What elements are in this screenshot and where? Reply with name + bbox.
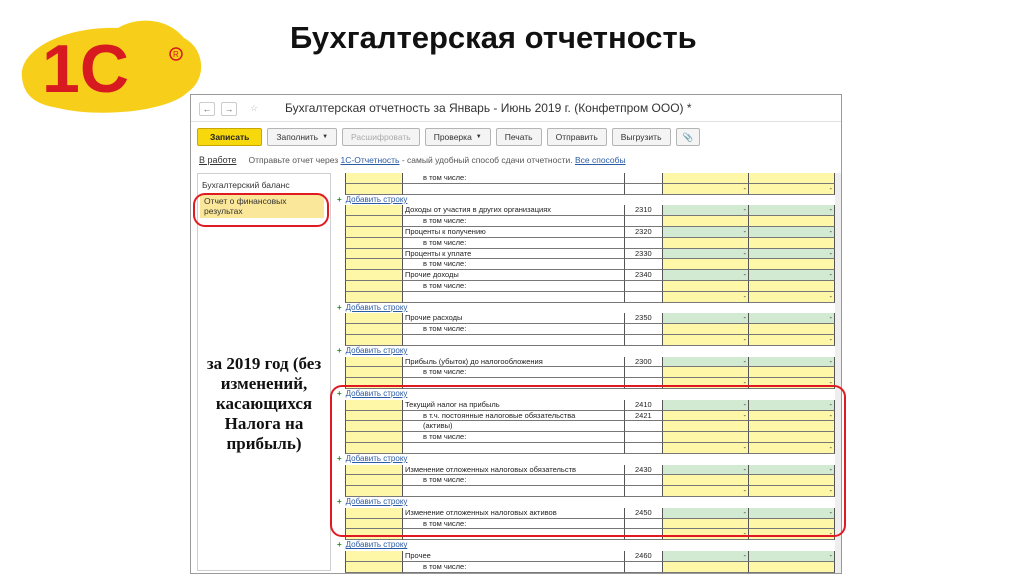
- current-period-cell[interactable]: -: [663, 486, 749, 497]
- table-row: [337, 216, 835, 227]
- indicator-name-cell: в том числе:: [403, 324, 625, 335]
- row-yellow-cell[interactable]: [345, 281, 403, 292]
- line-code-cell[interactable]: 2350: [625, 313, 663, 324]
- export-button[interactable]: Выгрузить: [612, 128, 671, 146]
- paperclip-icon: 📎: [682, 131, 694, 142]
- row-yellow-cell[interactable]: [345, 227, 403, 238]
- previous-period-cell[interactable]: -: [749, 292, 835, 303]
- current-period-cell[interactable]: [663, 324, 749, 335]
- add-row-link[interactable]: [337, 540, 407, 549]
- table-row: [337, 292, 835, 303]
- previous-period-cell[interactable]: [749, 238, 835, 249]
- previous-period-cell[interactable]: -: [749, 400, 835, 411]
- indicator-name-cell: в т.ч. постоянные налоговые обязательства: [403, 411, 625, 422]
- decode-button[interactable]: Расшифровать: [342, 128, 420, 146]
- indicator-name-cell: в том числе:: [403, 562, 625, 573]
- table-row: [337, 238, 835, 249]
- table-row: [337, 562, 835, 573]
- line-code-cell[interactable]: 2320: [625, 227, 663, 238]
- previous-period-cell[interactable]: -: [749, 465, 835, 476]
- line-code-cell[interactable]: [625, 367, 663, 378]
- indicator-name-cell: в том числе:: [403, 216, 625, 227]
- table-row: [337, 184, 835, 195]
- line-code-cell[interactable]: 2430: [625, 465, 663, 476]
- current-period-cell[interactable]: -: [663, 205, 749, 216]
- caret-down-icon: ▼: [322, 134, 329, 140]
- line-code-cell[interactable]: 2340: [625, 270, 663, 281]
- previous-period-cell[interactable]: -: [749, 357, 835, 368]
- previous-period-cell[interactable]: -: [749, 486, 835, 497]
- previous-period-cell[interactable]: -: [749, 529, 835, 540]
- current-period-cell[interactable]: -: [663, 551, 749, 562]
- window-title: Бухгалтерская отчетность за Январь - Июнь 2019 г. (Конфетпром ООО) *: [285, 101, 692, 115]
- previous-period-cell[interactable]: -: [749, 508, 835, 519]
- table-row: [337, 551, 835, 562]
- row-yellow-cell[interactable]: [345, 184, 403, 195]
- 1c-reporting-link[interactable]: 1С-Отчетность: [340, 155, 400, 165]
- row-yellow-cell[interactable]: [345, 292, 403, 303]
- fill-dropdown-button[interactable]: [267, 128, 337, 146]
- table-row: [337, 313, 835, 324]
- add-row-label: Добавить строку: [345, 302, 408, 312]
- previous-period-cell[interactable]: -: [749, 443, 835, 454]
- indicator-name-cell: Доходы от участия в других организациях: [403, 205, 625, 216]
- previous-period-cell[interactable]: -: [749, 227, 835, 238]
- table-row: [337, 324, 835, 335]
- current-period-cell[interactable]: -: [663, 443, 749, 454]
- all-ways-link[interactable]: Все способы: [574, 155, 626, 165]
- current-period-cell[interactable]: [663, 238, 749, 249]
- indicator-name-cell: Изменение отложенных налоговых обязательств: [403, 465, 625, 476]
- line-code-cell[interactable]: [625, 281, 663, 292]
- add-row-label: Добавить строку: [345, 540, 408, 550]
- indicator-name-cell: (активы): [403, 421, 625, 432]
- table-row: [337, 249, 835, 260]
- current-period-cell[interactable]: [663, 281, 749, 292]
- current-period-cell[interactable]: [663, 562, 749, 573]
- add-row-label: Добавить строку: [345, 194, 408, 204]
- line-code-cell[interactable]: 2310: [625, 205, 663, 216]
- previous-period-cell[interactable]: -: [749, 184, 835, 195]
- plus-icon: +: [337, 497, 342, 506]
- previous-period-cell[interactable]: [749, 562, 835, 573]
- previous-period-cell[interactable]: [749, 259, 835, 270]
- indicator-name-cell: Прибыль (убыток) до налогообложения: [403, 357, 625, 368]
- line-code-cell[interactable]: [625, 259, 663, 270]
- current-period-cell[interactable]: [663, 367, 749, 378]
- table-row: [337, 335, 835, 346]
- indicator-name-cell: [403, 292, 625, 303]
- row-yellow-cell[interactable]: [345, 259, 403, 270]
- forward-arrow-icon[interactable]: →: [221, 102, 237, 116]
- current-period-cell[interactable]: -: [663, 529, 749, 540]
- add-row-link[interactable]: [337, 346, 407, 355]
- add-row-label: Добавить строку: [345, 345, 408, 355]
- line-code-cell[interactable]: 2450: [625, 508, 663, 519]
- save-button[interactable]: Записать: [197, 128, 262, 146]
- table-row: [337, 281, 835, 292]
- info-message-post: - самый удобный способ сдачи отчетности.: [401, 155, 573, 165]
- add-row-link-row: [337, 195, 835, 206]
- line-code-cell[interactable]: 2330: [625, 249, 663, 260]
- indicator-name-cell: [403, 335, 625, 346]
- star-icon[interactable]: ☆: [249, 102, 259, 113]
- row-yellow-cell[interactable]: [345, 357, 403, 368]
- previous-period-cell[interactable]: -: [749, 270, 835, 281]
- previous-period-cell[interactable]: [749, 216, 835, 227]
- table-row: [337, 357, 835, 368]
- add-row-link-row: [337, 540, 835, 551]
- 1c-logo: [8, 8, 208, 120]
- row-yellow-cell[interactable]: [345, 551, 403, 562]
- indicator-name-cell: Изменение отложенных налоговых активов: [403, 508, 625, 519]
- plus-icon: +: [337, 453, 342, 463]
- row-yellow-cell[interactable]: [345, 313, 403, 324]
- report-sections-sidebar: [197, 173, 331, 571]
- indicator-name-cell: Прочие доходы: [403, 270, 625, 281]
- previous-period-cell[interactable]: [749, 281, 835, 292]
- current-period-cell[interactable]: [663, 173, 749, 184]
- line-code-cell[interactable]: [625, 173, 663, 184]
- add-row-link-row: [337, 346, 835, 357]
- current-period-cell[interactable]: -: [663, 184, 749, 195]
- indicator-name-cell: Прочие расходы: [403, 313, 625, 324]
- line-code-cell[interactable]: 2300: [625, 357, 663, 368]
- add-row-label: Добавить строку: [345, 453, 408, 463]
- back-arrow-icon[interactable]: ←: [199, 102, 215, 116]
- indicator-name-cell: в том числе:: [403, 281, 625, 292]
- line-code-cell[interactable]: [625, 335, 663, 346]
- line-code-cell[interactable]: [625, 324, 663, 335]
- line-code-cell[interactable]: 2460: [625, 551, 663, 562]
- window-titlebar: [191, 95, 841, 122]
- current-period-cell[interactable]: -: [663, 270, 749, 281]
- current-period-cell[interactable]: -: [663, 227, 749, 238]
- add-row-link[interactable]: [337, 303, 407, 312]
- current-period-cell[interactable]: -: [663, 411, 749, 422]
- current-period-cell[interactable]: -: [663, 465, 749, 476]
- previous-period-cell[interactable]: -: [749, 411, 835, 422]
- table-row: [337, 270, 835, 281]
- indicator-name-cell: в том числе:: [403, 367, 625, 378]
- previous-period-cell[interactable]: -: [749, 313, 835, 324]
- row-yellow-cell[interactable]: [345, 205, 403, 216]
- row-yellow-cell[interactable]: [345, 238, 403, 249]
- indicator-name-cell: в том числе:: [403, 173, 625, 184]
- line-code-cell[interactable]: 2421: [625, 411, 663, 422]
- row-yellow-cell[interactable]: [345, 324, 403, 335]
- sidebar-item-balance[interactable]: Бухгалтерский баланс: [202, 180, 290, 190]
- plus-icon: +: [337, 302, 342, 312]
- tab-in-work[interactable]: В работе: [199, 155, 237, 165]
- info-message-pre: Отправьте отчет через: [248, 155, 339, 165]
- caret-down-icon: ▼: [475, 134, 482, 140]
- row-yellow-cell[interactable]: [345, 249, 403, 260]
- add-row-label: Добавить строку: [345, 497, 408, 506]
- attach-button[interactable]: [676, 128, 701, 146]
- highlight-oval: [193, 193, 329, 227]
- previous-period-cell[interactable]: -: [749, 249, 835, 260]
- table-row: [337, 259, 835, 270]
- table-row: [337, 227, 835, 238]
- indicator-name-cell: в том числе:: [403, 519, 625, 530]
- previous-period-cell[interactable]: -: [749, 335, 835, 346]
- current-period-cell[interactable]: -: [663, 357, 749, 368]
- add-row-link-row: [337, 303, 835, 314]
- table-row: [337, 173, 835, 184]
- check-label: Проверка: [433, 132, 472, 142]
- print-button[interactable]: Печать: [496, 128, 542, 146]
- indicator-name-cell: Проценты к получению: [403, 227, 625, 238]
- line-code-cell[interactable]: [625, 292, 663, 303]
- indicator-name-cell: в том числе:: [403, 475, 625, 486]
- previous-period-cell[interactable]: [749, 173, 835, 184]
- previous-period-cell[interactable]: -: [749, 551, 835, 562]
- indicator-name-cell: Прочее: [403, 551, 625, 562]
- row-yellow-cell[interactable]: [345, 270, 403, 281]
- indicator-name-cell: в том числе:: [403, 238, 625, 249]
- row-yellow-cell[interactable]: [345, 216, 403, 227]
- current-period-cell[interactable]: -: [663, 335, 749, 346]
- current-period-cell[interactable]: [663, 216, 749, 227]
- add-row-label: Добавить строку: [345, 389, 408, 398]
- fill-label: Заполнить: [276, 132, 319, 142]
- table-row: [337, 205, 835, 216]
- plus-icon: +: [337, 389, 342, 398]
- indicator-name-cell: [403, 184, 625, 195]
- current-period-cell[interactable]: [663, 259, 749, 270]
- highlight-oval: [330, 385, 846, 537]
- row-yellow-cell[interactable]: [345, 335, 403, 346]
- check-dropdown-button[interactable]: [425, 128, 491, 146]
- svg-text:R: R: [173, 50, 179, 59]
- previous-period-cell[interactable]: -: [749, 378, 835, 389]
- plus-icon: +: [337, 345, 342, 355]
- line-code-cell[interactable]: [625, 184, 663, 195]
- current-period-cell[interactable]: -: [663, 378, 749, 389]
- current-period-cell[interactable]: -: [663, 292, 749, 303]
- plus-icon: +: [337, 194, 342, 204]
- indicator-name-cell: Текущий налог на прибыль: [403, 400, 625, 411]
- info-bar: [199, 153, 626, 167]
- indicator-name-cell: Проценты к уплате: [403, 249, 625, 260]
- current-period-cell[interactable]: -: [663, 313, 749, 324]
- annotation-note: за 2019 год (без изменений, касающихся Налога на прибыль): [206, 354, 322, 453]
- current-period-cell[interactable]: -: [663, 249, 749, 260]
- line-code-cell[interactable]: 2410: [625, 400, 663, 411]
- send-button[interactable]: Отправить: [547, 128, 607, 146]
- row-yellow-cell[interactable]: [345, 173, 403, 184]
- row-yellow-cell[interactable]: [345, 562, 403, 573]
- line-code-cell[interactable]: [625, 562, 663, 573]
- svg-text:1С: 1С: [42, 31, 129, 107]
- indicator-name-cell: в том числе:: [403, 432, 625, 443]
- sidebar-item-financial-results[interactable]: Отчет о финансовых результах: [200, 194, 324, 218]
- row-yellow-cell[interactable]: [345, 367, 403, 378]
- add-row-link[interactable]: [337, 195, 407, 204]
- previous-period-cell[interactable]: [749, 367, 835, 378]
- table-row: [337, 367, 835, 378]
- previous-period-cell[interactable]: -: [749, 205, 835, 216]
- line-code-cell[interactable]: [625, 216, 663, 227]
- previous-period-cell[interactable]: [749, 324, 835, 335]
- toolbar: [197, 128, 700, 146]
- slide-title: Бухгалтерская отчетность: [290, 20, 697, 55]
- current-period-cell[interactable]: -: [663, 400, 749, 411]
- current-period-cell[interactable]: -: [663, 508, 749, 519]
- indicator-name-cell: в том числе:: [403, 259, 625, 270]
- plus-icon: +: [337, 540, 342, 550]
- line-code-cell[interactable]: [625, 238, 663, 249]
